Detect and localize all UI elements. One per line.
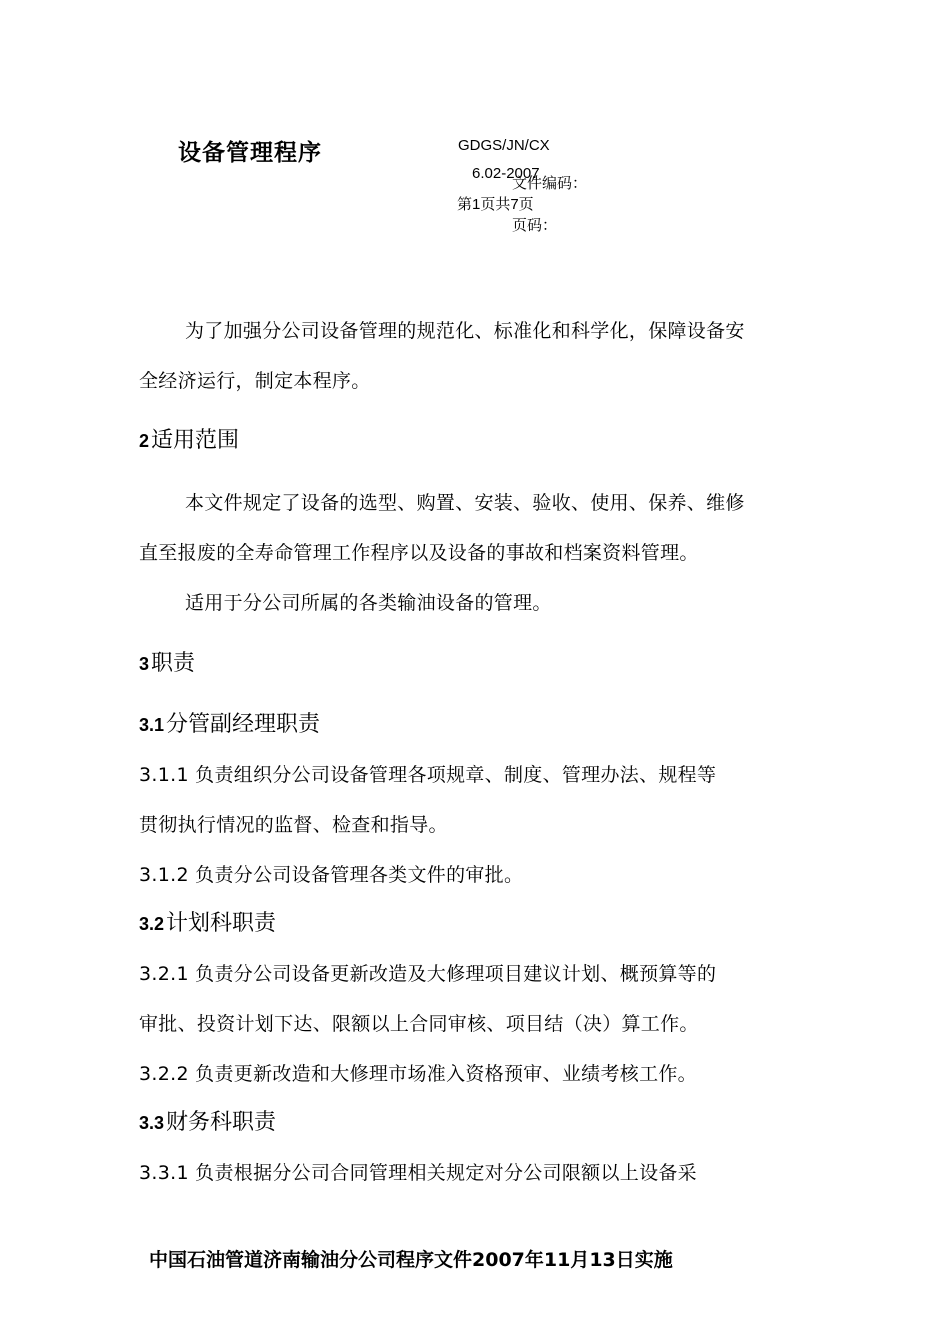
section-2-paragraph2: 适用于分公司所属的各类输油设备的管理。 <box>185 592 552 614</box>
item-3-2-2: 3.2.2 负责更新改造和大修理市场准入资格预审、业绩考核工作。 <box>139 1063 697 1085</box>
section-3-1-number: 3.1 <box>139 715 165 735</box>
section-3-3-number: 3.3 <box>139 1113 165 1133</box>
section-3-3-heading <box>139 1105 276 1136</box>
intro-paragraph-line1: 为了加强分公司设备管理的规范化、标准化和科学化，保障设备安 <box>185 320 745 342</box>
section-3-2-heading <box>139 906 276 937</box>
item-3-1-2: 3.1.2 负责分公司设备管理各类文件的审批。 <box>139 864 524 886</box>
item-3-2-1-line1: 3.2.1 负责分公司设备更新改造及大修理项目建议计划、概预算等的 <box>139 963 717 985</box>
page-footer: 中国石油管道济南输油分公司程序文件2007年11月13日实施 <box>149 1249 673 1271</box>
section-2-number: 2 <box>139 431 150 451</box>
section-3-3-title: 财务科职责 <box>166 1110 277 1135</box>
document-code-label: 文件编码： <box>512 175 588 192</box>
section-2-paragraph1-line1: 本文件规定了设备的选型、购置、安装、验收、使用、保养、维修 <box>185 492 745 514</box>
item-3-1-1-line1: 3.1.1 负责组织分公司设备管理各项规章、制度、管理办法、规程等 <box>139 764 717 786</box>
section-2-paragraph1-line2: 直至报废的全寿命管理工作程序以及设备的事故和档案资料管理。 <box>139 542 699 564</box>
document-code-line1: GDGS/JN/CX <box>458 137 550 154</box>
item-3-2-1-line2: 审批、投资计划下达、限额以上合同审核、项目结（决）算工作。 <box>139 1013 699 1035</box>
section-3-number: 3 <box>139 654 150 674</box>
section-3-2-title: 计划科职责 <box>166 911 277 936</box>
section-2-title: 适用范围 <box>151 428 240 453</box>
section-2-heading <box>139 423 239 454</box>
section-3-title: 职责 <box>151 651 196 676</box>
section-3-2-number: 3.2 <box>139 914 165 934</box>
intro-paragraph-line2: 全经济运行，制定本程序。 <box>139 370 371 392</box>
document-code-line2: 6.02-2007 <box>472 165 540 182</box>
page-label: 页码： <box>512 217 558 234</box>
section-3-1-title: 分管副经理职责 <box>166 712 321 737</box>
page-info: 第1页共7页 <box>457 196 534 213</box>
section-3-1-heading <box>139 707 320 738</box>
section-3-heading <box>139 646 195 677</box>
item-3-3-1-line1: 3.3.1 负责根据分公司合同管理相关规定对分公司限额以上设备采 <box>139 1162 697 1184</box>
page-title: 设备管理程序 <box>178 140 322 166</box>
item-3-1-1-line2: 贯彻执行情况的监督、检查和指导。 <box>139 814 448 836</box>
